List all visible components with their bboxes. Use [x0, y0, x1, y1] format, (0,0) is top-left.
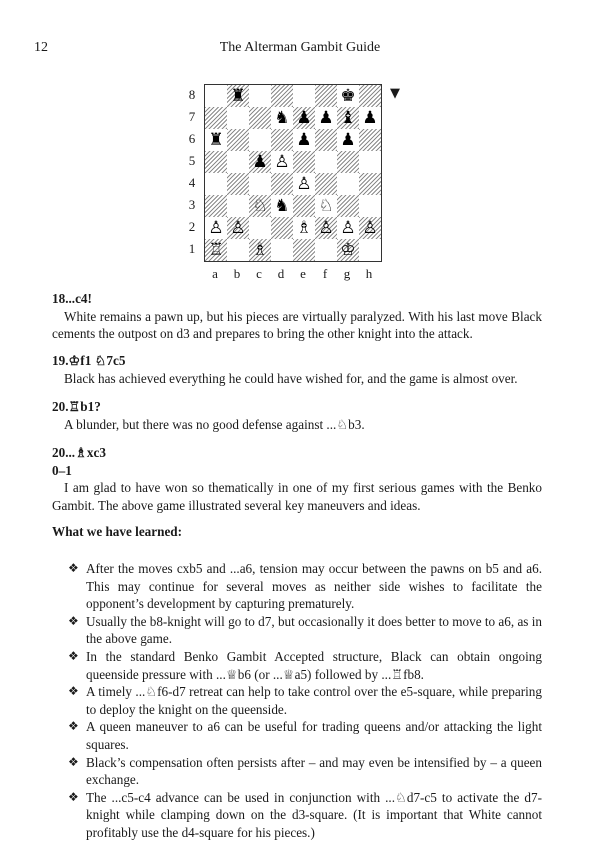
board-square-g6 — [337, 129, 359, 151]
board-square-f6 — [315, 129, 337, 151]
chess-piece-icon: ♝ — [340, 107, 356, 128]
chess-piece-icon: ♘ — [252, 195, 268, 216]
file-label: d — [277, 266, 285, 281]
learned-item — [68, 718, 542, 753]
board-square-g2 — [337, 217, 359, 239]
file-label: e — [300, 266, 306, 281]
board-square-h1 — [359, 239, 381, 261]
board-square-e2 — [293, 217, 315, 239]
move-comment: Black has achieved everything he could have wished for, and the game is almost over. — [64, 370, 518, 386]
board-square-h6 — [359, 129, 381, 151]
learned-item — [68, 754, 542, 789]
move-notation: 19.♔f1 ♘7c5 — [52, 353, 126, 368]
learned-heading: What we have learned: — [52, 524, 183, 539]
chess-piece-icon: ♟ — [252, 151, 268, 172]
learned-item-text: Black’s compensation often persists after – and may even be intensified by – a queen exchange. — [86, 754, 542, 788]
board-square-f1 — [315, 239, 337, 261]
move-section-4 — [52, 444, 542, 514]
bullet-diamond-icon: ❖ — [68, 789, 79, 804]
chess-piece-icon: ♔ — [340, 239, 356, 260]
file-labels — [204, 266, 380, 282]
board-square-b6 — [227, 129, 249, 151]
move-section-2 — [52, 352, 542, 387]
black-to-move-icon: ▼ — [390, 86, 400, 101]
learned-item-text: A timely ...♘f6-d7 retreat can help to take control over the e5-square, while preparing to deploy the knight on the queenside. — [86, 684, 542, 717]
board-square-e1 — [293, 239, 315, 261]
game-result: 0–1 — [52, 462, 72, 478]
board-square-c8 — [249, 85, 271, 107]
chess-piece-icon: ♙ — [362, 217, 378, 238]
board-square-c1 — [249, 239, 271, 261]
board-square-b4 — [227, 173, 249, 195]
chess-piece-icon: ♙ — [208, 217, 224, 238]
chess-piece-icon: ♟ — [318, 107, 334, 128]
page-number: 12 — [34, 40, 48, 55]
board-square-e4 — [293, 173, 315, 195]
chess-piece-icon: ♗ — [252, 239, 268, 260]
board-square-a7 — [205, 107, 227, 129]
board-square-a6 — [205, 129, 227, 151]
chess-piece-icon: ♗ — [296, 217, 312, 238]
board-square-a2 — [205, 217, 227, 239]
learned-item-text: The ...c5-c4 advance can be used in conjunction with ...♘d7-c5 to activate the d7-knight while clamping down on the d3-square. (It is important that White cannot profitably use the d4-square for his pieces.) — [86, 789, 542, 840]
board-square-a5 — [205, 151, 227, 173]
move-section-3 — [52, 398, 542, 433]
chess-piece-icon: ♖ — [208, 239, 224, 260]
file-label: f — [322, 266, 328, 281]
bullet-diamond-icon: ❖ — [68, 561, 79, 575]
learned-item — [68, 789, 542, 842]
board-square-c4 — [249, 173, 271, 195]
board-square-d4 — [271, 173, 293, 195]
board-square-b3 — [227, 195, 249, 217]
board-square-g5 — [337, 151, 359, 173]
chess-piece-icon: ♟ — [362, 107, 378, 128]
board-square-e5 — [293, 151, 315, 173]
chess-diagram — [180, 80, 400, 280]
move-notation: 20...♗xc3 — [52, 445, 106, 460]
learned-list — [68, 560, 542, 842]
board-square-e7 — [293, 107, 315, 129]
board-square-c6 — [249, 129, 271, 151]
board-square-h4 — [359, 173, 381, 195]
board-square-b7 — [227, 107, 249, 129]
board-square-b2 — [227, 217, 249, 239]
bullet-diamond-icon: ❖ — [68, 648, 79, 663]
board-square-e6 — [293, 129, 315, 151]
move-notation: 18...c4! — [52, 291, 92, 306]
board-square-e3 — [293, 195, 315, 217]
move-comment: A blunder, but there was no good defense against ...♘b3. — [64, 416, 365, 432]
chess-piece-icon: ♞ — [274, 195, 290, 216]
board-square-a1 — [205, 239, 227, 261]
learned-item-text: After the moves cxb5 and ...a6, tension may occur between the pawns on b5 and a6. This may continue for several moves as neither side wishes to facilitate the opponent’s development by capturing prematurely. — [86, 561, 542, 612]
move-section-1 — [52, 290, 542, 343]
board-square-d5 — [271, 151, 293, 173]
board-square-f4 — [315, 173, 337, 195]
rank-label: 8 — [188, 87, 196, 102]
board-square-b5 — [227, 151, 249, 173]
chess-piece-icon: ♙ — [340, 217, 356, 238]
chess-piece-icon: ♟ — [296, 107, 312, 128]
bullet-diamond-icon: ❖ — [68, 684, 79, 699]
rank-label: 5 — [188, 153, 196, 168]
bullet-diamond-icon: ❖ — [68, 613, 79, 628]
rank-label: 7 — [188, 109, 196, 124]
learned-item — [68, 648, 542, 683]
board-square-d6 — [271, 129, 293, 151]
board-square-c5 — [249, 151, 271, 173]
move-notation: 20.♖b1? — [52, 399, 101, 414]
file-label: c — [256, 266, 262, 281]
file-label: h — [365, 266, 373, 281]
rank-label: 6 — [188, 131, 196, 146]
move-comment: I am glad to have won so thematically in one of my first serious games with the Benko Gambit. The above game illustrated several key maneuvers and ideas. — [52, 480, 542, 513]
board-square-d8 — [271, 85, 293, 107]
chess-piece-icon: ♜ — [230, 85, 246, 106]
board-square-c3 — [249, 195, 271, 217]
chess-piece-icon: ♙ — [296, 173, 312, 194]
board-square-f3 — [315, 195, 337, 217]
chess-piece-icon: ♚ — [340, 85, 356, 106]
rank-label: 2 — [188, 219, 196, 234]
board-square-f2 — [315, 217, 337, 239]
board-square-g1 — [337, 239, 359, 261]
chess-piece-icon: ♙ — [274, 151, 290, 172]
board-square-h7 — [359, 107, 381, 129]
chess-piece-icon: ♟ — [340, 129, 356, 150]
board-square-g7 — [337, 107, 359, 129]
board-square-f7 — [315, 107, 337, 129]
bullet-diamond-icon: ❖ — [68, 754, 79, 769]
chess-piece-icon: ♙ — [230, 217, 246, 238]
board-square-a3 — [205, 195, 227, 217]
board-square-h2 — [359, 217, 381, 239]
chess-board — [204, 84, 382, 262]
board-square-b1 — [227, 239, 249, 261]
file-label: g — [343, 266, 351, 281]
learned-item — [68, 560, 542, 613]
board-square-d3 — [271, 195, 293, 217]
learned-item — [68, 613, 542, 648]
board-square-g8 — [337, 85, 359, 107]
learned-item-text: In the standard Benko Gambit Accepted structure, Black can obtain ongoing queenside pressure with ...♕b6 (or ...♕a5) followed by ...♖fb8. — [86, 648, 542, 682]
board-square-g4 — [337, 173, 359, 195]
board-square-a8 — [205, 85, 227, 107]
learned-item-text: A queen maneuver to a6 can be useful for trading queens and/or attacking the light squares. — [86, 719, 542, 752]
board-square-h3 — [359, 195, 381, 217]
board-square-h5 — [359, 151, 381, 173]
board-square-f8 — [315, 85, 337, 107]
bullet-diamond-icon: ❖ — [68, 719, 79, 734]
rank-label: 1 — [188, 241, 196, 256]
board-square-a4 — [205, 173, 227, 195]
board-square-c2 — [249, 217, 271, 239]
board-square-f5 — [315, 151, 337, 173]
board-square-d2 — [271, 217, 293, 239]
chess-piece-icon: ♟ — [296, 129, 312, 150]
board-square-d7 — [271, 107, 293, 129]
board-square-g3 — [337, 195, 359, 217]
chess-piece-icon: ♜ — [208, 129, 224, 150]
board-square-d1 — [271, 239, 293, 261]
rank-label: 4 — [188, 175, 196, 190]
board-square-b8 — [227, 85, 249, 107]
file-label: b — [233, 266, 241, 281]
board-square-h8 — [359, 85, 381, 107]
running-title: The Alterman Gambit Guide — [219, 40, 381, 55]
chess-piece-icon: ♙ — [318, 217, 334, 238]
learned-item — [68, 683, 542, 718]
rank-label: 3 — [188, 197, 196, 212]
board-square-e8 — [293, 85, 315, 107]
board-square-c7 — [249, 107, 271, 129]
learned-item-text: Usually the b8-knight will go to d7, but occasionally it does better to move to a6, as in the above game. — [86, 613, 542, 647]
move-comment: White remains a pawn up, but his pieces are virtually paralyzed. With his last move Black cements the outpost on d3 and prepares to bring the other knight into the attack. — [52, 308, 542, 341]
chess-piece-icon: ♞ — [274, 107, 290, 128]
chess-piece-icon: ♘ — [318, 195, 334, 216]
file-label: a — [212, 266, 218, 281]
